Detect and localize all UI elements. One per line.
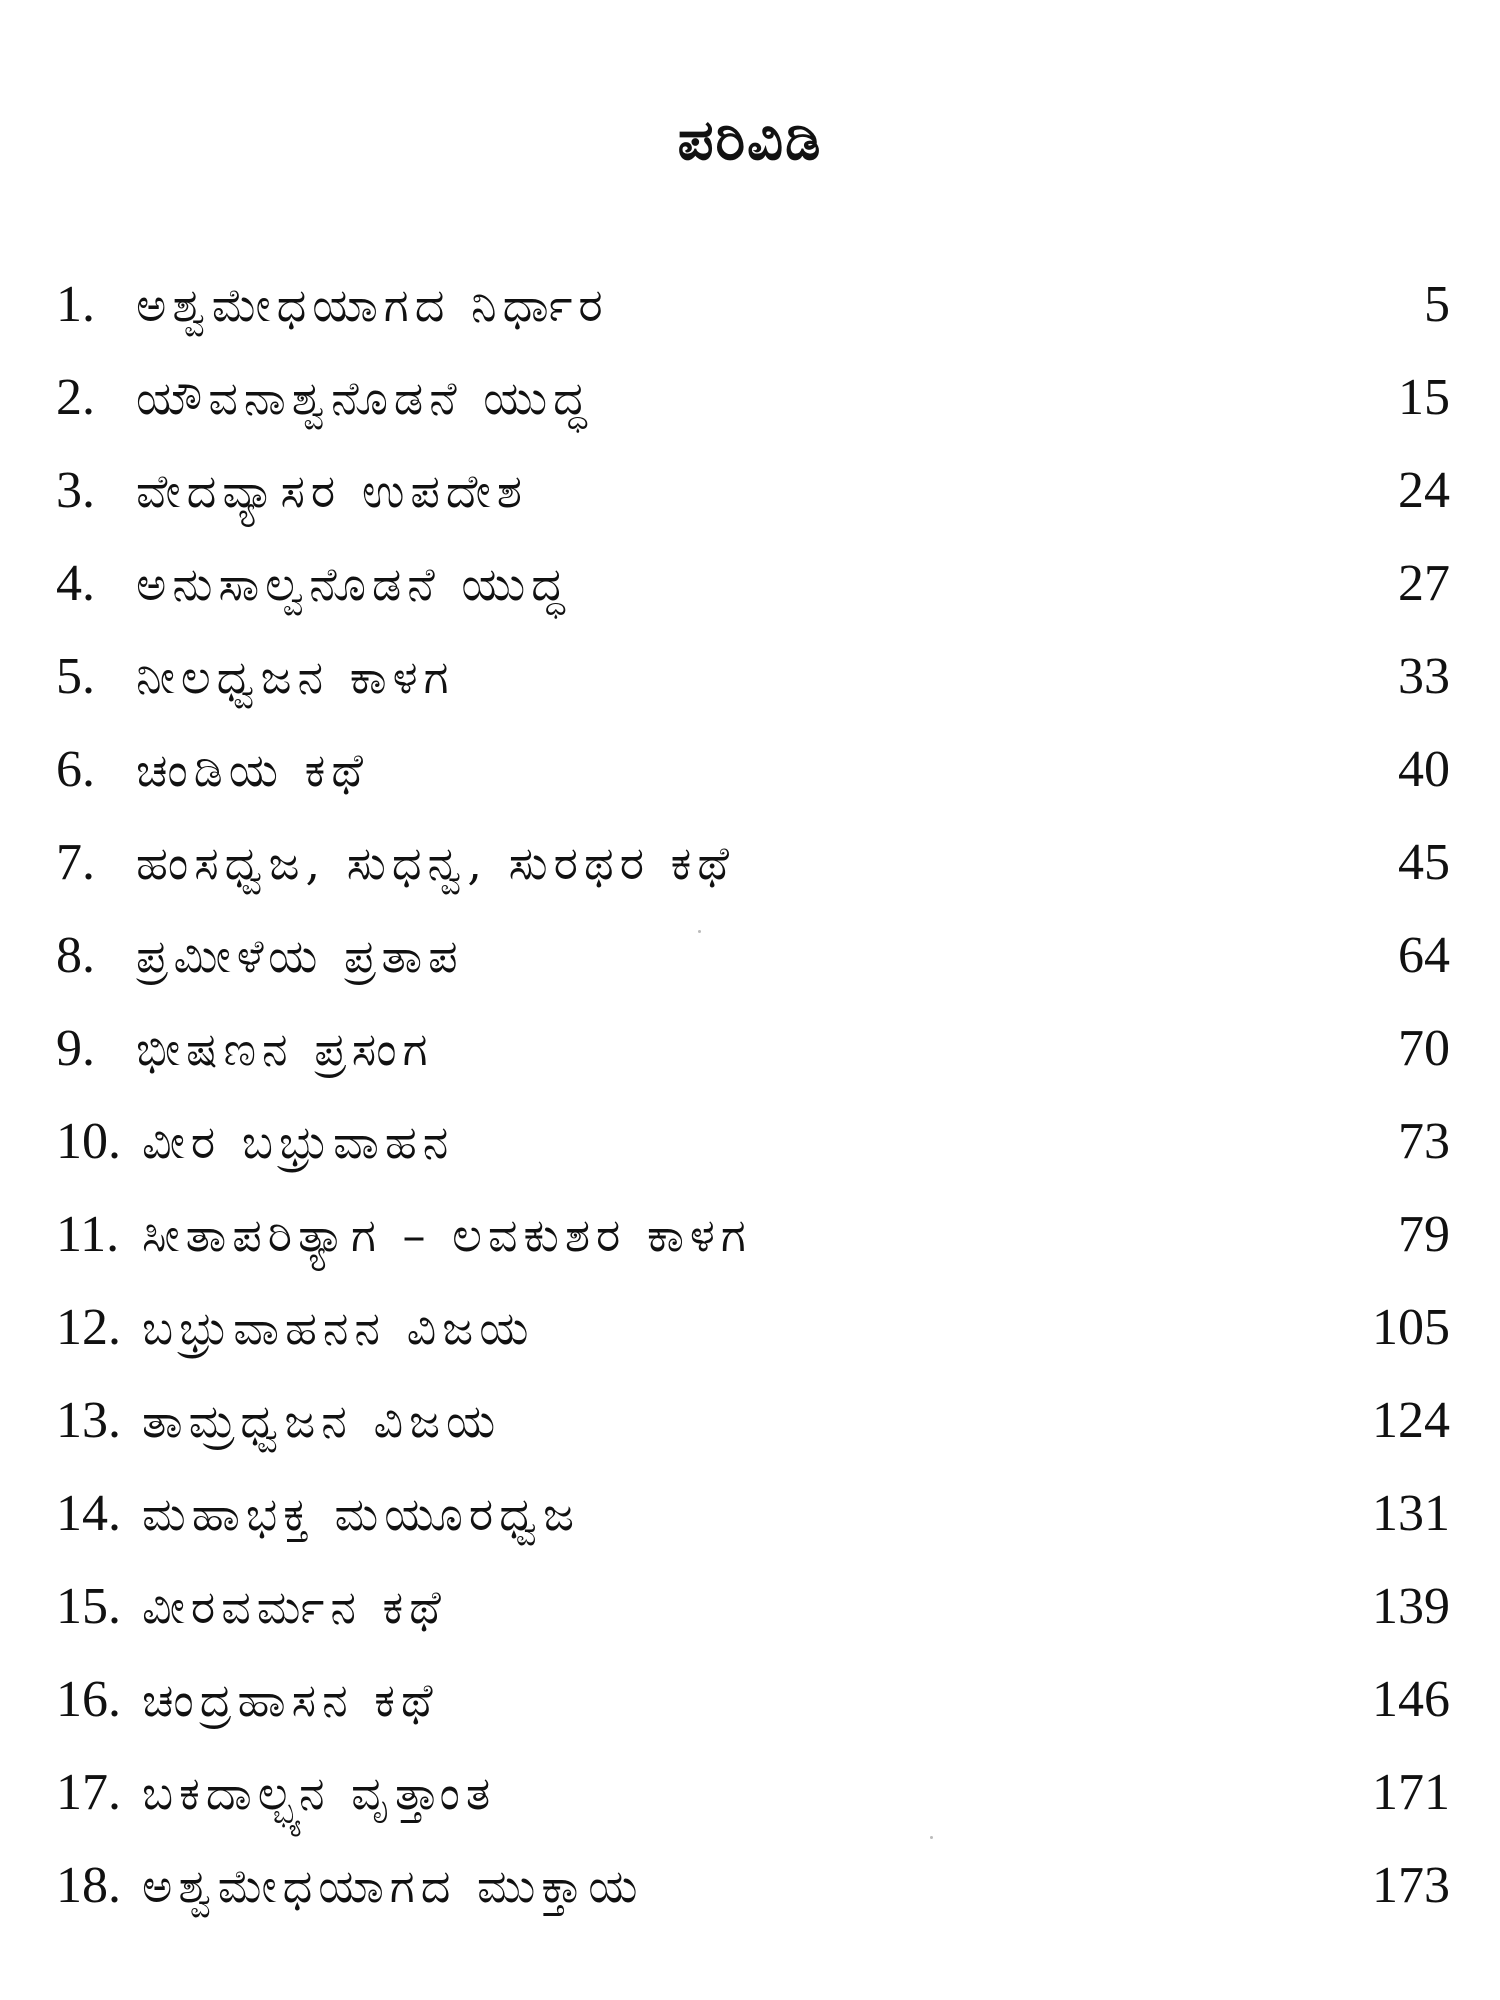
toc-entry xyxy=(56,630,1450,723)
entry-number: 1. xyxy=(56,276,95,333)
entry-title: ಅಶ್ವಮೇಧಯಾಗದ ಮುಕ್ತಾಯ xyxy=(142,1859,644,1913)
toc-entry xyxy=(56,909,1450,1002)
entry-title: ಭೀಷಣನ ಪ್ರಸಂಗ xyxy=(136,1022,434,1076)
toc-entry xyxy=(56,1560,1450,1653)
entry-page-number: 45 xyxy=(1398,834,1450,891)
entry-page-number: 139 xyxy=(1372,1578,1450,1635)
toc-entry xyxy=(56,816,1450,909)
entry-number: 18. xyxy=(56,1857,121,1914)
entry-title: ವೀರ ಬಭ್ರುವಾಹನ xyxy=(142,1115,455,1169)
table-of-contents xyxy=(56,258,1450,1932)
entry-number: 12. xyxy=(56,1299,121,1356)
entry-title: ಬಕದಾಲ್ಭ್ಯನ ವೃತ್ತಾಂತ xyxy=(142,1766,497,1820)
entry-page-number: 124 xyxy=(1372,1392,1450,1449)
entry-number: 7. xyxy=(56,834,95,891)
toc-entry xyxy=(56,1467,1450,1560)
toc-entry xyxy=(56,1839,1450,1932)
toc-entry xyxy=(56,1746,1450,1839)
entry-title: ತಾಮ್ರಧ್ವಜನ ವಿಜಯ xyxy=(142,1394,502,1448)
entry-title: ಬಭ್ರುವಾಹನನ ವಿಜಯ xyxy=(142,1301,535,1355)
entry-number: 11. xyxy=(56,1206,120,1263)
entry-number: 2. xyxy=(56,369,95,426)
entry-page-number: 64 xyxy=(1398,927,1450,984)
entry-title: ವೀರವರ್ಮನ ಕಥೆ xyxy=(142,1580,447,1634)
entry-title: ಪ್ರಮೀಳೆಯ ಪ್ರತಾಪ xyxy=(136,929,464,983)
entry-number: 16. xyxy=(56,1671,121,1728)
entry-title: ಅನುಸಾಲ್ವನೊಡನೆ ಯುದ್ಧ xyxy=(136,557,571,611)
toc-entry xyxy=(56,1653,1450,1746)
entry-page-number: 15 xyxy=(1398,369,1450,426)
entry-number: 5. xyxy=(56,648,95,705)
entry-number: 13. xyxy=(56,1392,121,1449)
entry-page-number: 79 xyxy=(1398,1206,1450,1263)
entry-number: 15. xyxy=(56,1578,121,1635)
entry-page-number: 171 xyxy=(1372,1764,1450,1821)
entry-title: ವೇದವ್ಯಾಸರ ಉಪದೇಶ xyxy=(136,464,528,518)
toc-entry xyxy=(56,1002,1450,1095)
toc-entry xyxy=(56,351,1450,444)
entry-title: ಯೌವನಾಶ್ವನೊಡನೆ ಯುದ್ಧ xyxy=(136,371,593,425)
entry-page-number: 173 xyxy=(1372,1857,1450,1914)
entry-number: 4. xyxy=(56,555,95,612)
entry-title: ಅಶ್ವಮೇಧಯಾಗದ ನಿರ್ಧಾರ xyxy=(136,278,609,332)
toc-entry xyxy=(56,444,1450,537)
page-title: ಪರಿವಿಡಿ xyxy=(677,107,823,173)
toc-entry xyxy=(56,537,1450,630)
entry-number: 14. xyxy=(56,1485,121,1542)
entry-title: ಸೀತಾಪರಿತ್ಯಾಗ – ಲವಕುಶರ ಕಾಳಗ xyxy=(142,1208,752,1262)
toc-entry xyxy=(56,723,1450,816)
entry-number: 10. xyxy=(56,1113,121,1170)
entry-page-number: 40 xyxy=(1398,741,1450,798)
entry-title: ಮಹಾಭಕ್ತ ಮಯೂರಧ್ವಜ xyxy=(142,1487,581,1541)
toc-entry xyxy=(56,1095,1450,1188)
entry-page-number: 73 xyxy=(1398,1113,1450,1170)
entry-page-number: 131 xyxy=(1372,1485,1450,1542)
entry-number: 8. xyxy=(56,927,95,984)
entry-title: ಹಂಸಧ್ವಜ, ಸುಧನ್ವ, ಸುರಥರ ಕಥೆ xyxy=(136,836,735,890)
paper-speck xyxy=(930,1836,933,1839)
entry-page-number: 33 xyxy=(1398,648,1450,705)
entry-number: 6. xyxy=(56,741,95,798)
toc-entry xyxy=(56,1374,1450,1467)
entry-page-number: 70 xyxy=(1398,1020,1450,1077)
entry-number: 3. xyxy=(56,462,95,519)
paper-speck xyxy=(698,930,701,933)
entry-title: ಚಂಡಿಯ ಕಥೆ xyxy=(136,743,369,797)
entry-title: ಚಂದ್ರಹಾಸನ ಕಥೆ xyxy=(142,1673,439,1727)
entry-title: ನೀಲಧ್ವಜನ ಕಾಳಗ xyxy=(136,650,455,704)
entry-page-number: 146 xyxy=(1372,1671,1450,1728)
entry-page-number: 27 xyxy=(1398,555,1450,612)
toc-entry xyxy=(56,1188,1450,1281)
toc-entry xyxy=(56,1281,1450,1374)
entry-page-number: 24 xyxy=(1398,462,1450,519)
entry-number: 17. xyxy=(56,1764,121,1821)
entry-page-number: 5 xyxy=(1424,276,1450,333)
entry-page-number: 105 xyxy=(1372,1299,1450,1356)
toc-entry xyxy=(56,258,1450,351)
entry-number: 9. xyxy=(56,1020,95,1077)
